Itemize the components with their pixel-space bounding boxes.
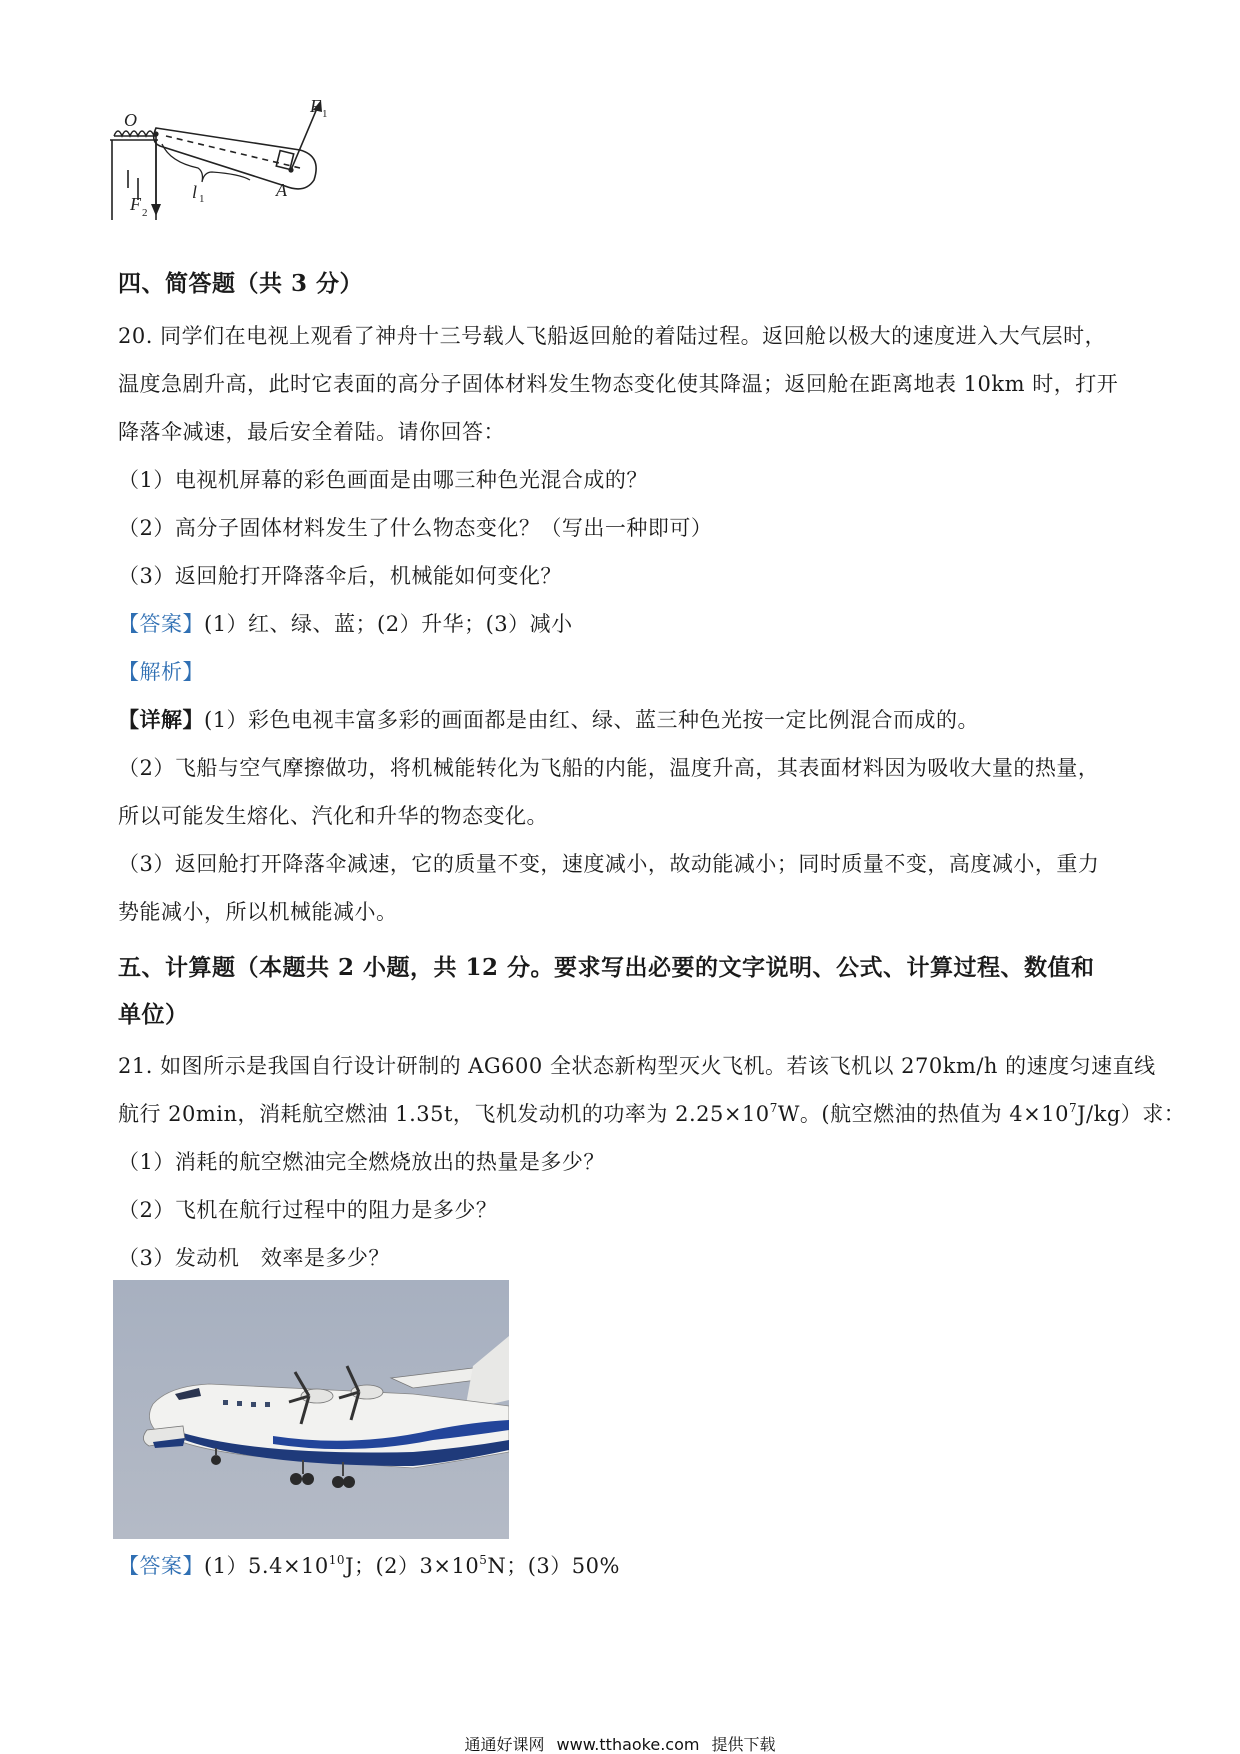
- footer-note: 提供下载: [711, 1735, 776, 1754]
- q20-detail-3a: （3）返回舱打开降落伞减速，它的质量不变，速度减小，故动能减小；同时质量不变，高度减小，重力: [118, 852, 1100, 876]
- lever-diagram: [100, 98, 390, 248]
- answer-part-c: N；(3）50%: [487, 1554, 620, 1578]
- force-f2-arrow: [151, 136, 161, 216]
- q20-stem-line-2: 温度急剧升高，此时它表面的高分子固体材料发生物态变化使其降温；返回舱在距离地表 10km 时，打开: [118, 372, 1119, 396]
- analysis-tag: 【解析】: [118, 660, 204, 684]
- label-a: A: [276, 180, 287, 200]
- label-f2: F: [130, 194, 141, 214]
- label-f2-subscript: 2: [142, 207, 148, 219]
- q21-answer: [118, 1552, 620, 1580]
- ag600-aircraft-photo: [113, 1280, 509, 1539]
- q20-detail-2b: 所以可能发生熔化、汽化和升华的物态变化。: [118, 804, 548, 828]
- q21-subquestion-3: （3）发动机 效率是多少？: [118, 1246, 390, 1270]
- q21-heat-value-exponent: 7: [1068, 1101, 1078, 1115]
- q21-power-exponent: 7: [769, 1101, 778, 1115]
- q20-stem-line-3: 降落伞减速，最后安全着陆。请你回答：: [118, 420, 505, 444]
- section-5-heading-line-2: 单位）: [118, 1001, 189, 1028]
- footer-site-name: 通通好课网: [464, 1735, 545, 1754]
- q21-line2-part-c: J/kg）求：: [1077, 1102, 1186, 1126]
- q21-subquestion-2: （2）飞机在航行过程中的阻力是多少？: [118, 1198, 498, 1222]
- q21-subquestion-1: （1）消耗的航空燃油完全燃烧放出的热量是多少？: [118, 1150, 605, 1174]
- pivot-point-o: [153, 131, 158, 136]
- answer-heat-exponent: 10: [328, 1553, 346, 1567]
- answer-part-b: J；(2）3×10: [345, 1554, 480, 1578]
- lever-arm: [154, 128, 316, 189]
- answer-text: (1）红、绿、蓝；(2）升华；(3）减小: [204, 612, 573, 636]
- label-f1: F: [310, 98, 321, 116]
- answer-part-a: (1）5.4×10: [204, 1554, 329, 1578]
- q21-line2-part-b: W。(航空燃油的热值为 4×10: [777, 1102, 1069, 1126]
- arm-l1-brace: [162, 144, 250, 182]
- page-footer: [0, 1736, 1240, 1754]
- q20-stem-line-1: 20. 同学们在电视上观看了神舟十三号载人飞船返回舱的着陆过程。返回舱以极大的速度进入大气层时，: [118, 324, 1107, 348]
- label-l1: l: [192, 182, 198, 202]
- q20-subquestion-1: （1）电视机屏幕的彩色画面是由哪三种色光混合成的？: [118, 468, 648, 492]
- q21-line2-part-a: 航行 20min，消耗航空燃油 1.35t，飞机发动机的功率为 2.25×10: [118, 1102, 770, 1126]
- q21-stem-line-1: 21. 如图所示是我国自行设计研制的 AG600 全状态新构型灭火飞机。若该飞机以 270km/h 的速度匀速直线: [118, 1054, 1156, 1078]
- label-l1-subscript: 1: [199, 193, 205, 205]
- label-o: O: [124, 110, 137, 130]
- section-4-heading: 四、简答题（共 3 分）: [118, 270, 364, 297]
- detail-tag: 【详解】: [118, 707, 204, 732]
- detail-text-1: (1）彩色电视丰富多彩的画面都是由红、绿、蓝三种色光按一定比例混合而成的。: [204, 708, 980, 732]
- q20-answer: [118, 610, 573, 638]
- answer-tag: 【答案】: [118, 1554, 204, 1578]
- answer-tag: 【答案】: [118, 612, 204, 636]
- q20-detail-3b: 势能减小，所以机械能减小。: [118, 900, 398, 924]
- q20-detail-2a: （2）飞船与空气摩擦做功，将机械能转化为飞船的内能，温度升高，其表面材料因为吸收大量的热量，: [118, 756, 1100, 780]
- q20-analysis: [118, 658, 204, 686]
- section-5-heading-line-1: 五、计算题（本题共 2 小题，共 12 分。要求写出必要的文字说明、公式、计算过程、数值和: [118, 954, 1095, 981]
- q20-subquestion-2: （2）高分子固体材料发生了什么物态变化？（写出一种即可）: [118, 516, 713, 540]
- q20-detail-1: [118, 706, 979, 734]
- spring-coil: [114, 131, 156, 136]
- q20-subquestion-3: （3）返回舱打开降落伞后，机械能如何变化？: [118, 564, 562, 588]
- label-f1-subscript: 1: [322, 108, 328, 120]
- answer-force-exponent: 5: [479, 1553, 488, 1567]
- footer-url-link[interactable]: www.tthaoke.com: [556, 1735, 700, 1754]
- q21-stem-line-2: [118, 1100, 1185, 1128]
